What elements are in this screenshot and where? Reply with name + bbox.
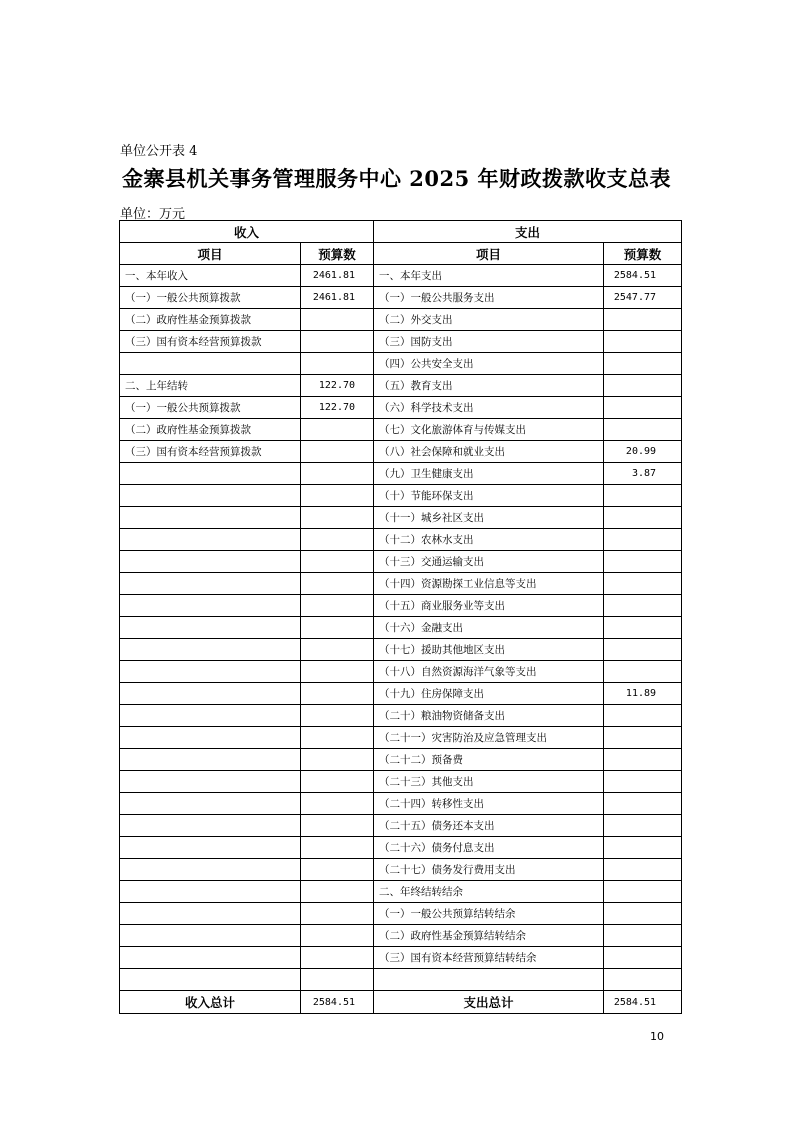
expense-amount-cell (604, 903, 682, 925)
table-row (120, 375, 682, 397)
income-amount-cell (301, 617, 374, 639)
income-item-cell (120, 837, 301, 859)
expense-item-cell: （十一）城乡社区支出 (374, 507, 604, 529)
expense-item-cell: （五）教育支出 (374, 375, 604, 397)
income-item-cell (120, 463, 301, 485)
income-amount-cell (301, 419, 374, 441)
expense-amount-cell (604, 925, 682, 947)
expense-item-cell: （三）国有资本经营预算结转结余 (374, 947, 604, 969)
expense-amount-cell (604, 639, 682, 661)
table-row (120, 881, 682, 903)
income-item-cell (120, 925, 301, 947)
expense-amount-cell (604, 573, 682, 595)
expense-amount-cell (604, 815, 682, 837)
expense-item-cell: （十二）农林水支出 (374, 529, 604, 551)
expense-amount-cell (604, 705, 682, 727)
table-row (120, 397, 682, 419)
income-item-cell: （一）一般公共预算拨款 (120, 397, 301, 419)
table-row (120, 859, 682, 881)
expense-amount-cell (604, 969, 682, 991)
expense-total-label: 支出总计 (374, 991, 604, 1014)
expense-amount-cell (604, 397, 682, 419)
income-item-cell (120, 551, 301, 573)
expense-amount-cell (604, 727, 682, 749)
expense-item-cell: （四）公共安全支出 (374, 353, 604, 375)
table-row (120, 441, 682, 463)
expense-item-cell: （二十四）转移性支出 (374, 793, 604, 815)
income-total-label: 收入总计 (120, 991, 301, 1014)
page-title: 金寨县机关事务管理服务中心 2025 年财政拨款收支总表 (121, 166, 672, 191)
income-amount-cell (301, 441, 374, 463)
income-amount-cell (301, 793, 374, 815)
expense-item-cell: （二十二）预备费 (374, 749, 604, 771)
table-row (120, 661, 682, 683)
table-row (120, 947, 682, 969)
table-row (120, 617, 682, 639)
table-row (120, 705, 682, 727)
expense-item-cell: 一、本年支出 (374, 265, 604, 287)
expense-amount-cell (604, 947, 682, 969)
income-amount-cell (301, 573, 374, 595)
unit-label: 单位：万元 (120, 207, 186, 222)
expense-amount-cell (604, 551, 682, 573)
expense-item-cell: （一）一般公共预算结转结余 (374, 903, 604, 925)
expense-item-cell: （七）文化旅游体育与传媒支出 (374, 419, 604, 441)
table-row (120, 353, 682, 375)
income-amount-cell (301, 925, 374, 947)
table-row (120, 969, 682, 991)
table-row (120, 529, 682, 551)
income-amount-cell (301, 485, 374, 507)
income-section-header: 收入 (120, 221, 374, 243)
table-row (120, 485, 682, 507)
table-row (120, 551, 682, 573)
income-amount-cell (301, 661, 374, 683)
expense-amount-cell (604, 837, 682, 859)
expense-amount-cell: 3.87 (604, 463, 682, 485)
income-item-cell (120, 661, 301, 683)
income-amount-cell (301, 463, 374, 485)
expense-item-cell: （九）卫生健康支出 (374, 463, 604, 485)
income-item-cell: （三）国有资本经营预算拨款 (120, 441, 301, 463)
expense-amount-cell (604, 859, 682, 881)
income-item-cell (120, 969, 301, 991)
income-total-amount: 2584.51 (301, 991, 374, 1014)
income-item-cell (120, 793, 301, 815)
expense-item-cell: （十九）住房保障支出 (374, 683, 604, 705)
income-item-cell (120, 639, 301, 661)
expense-amount-cell (604, 309, 682, 331)
income-item-cell: 二、上年结转 (120, 375, 301, 397)
expense-item-cell: （二）政府性基金预算结转结余 (374, 925, 604, 947)
income-item-cell: （三）国有资本经营预算拨款 (120, 331, 301, 353)
income-amount-cell: 122.70 (301, 375, 374, 397)
expense-amount-cell (604, 771, 682, 793)
income-item-cell (120, 617, 301, 639)
expense-amount-cell (604, 419, 682, 441)
income-item-cell (120, 353, 301, 375)
expense-item-cell: （二十七）债务发行费用支出 (374, 859, 604, 881)
income-item-cell (120, 595, 301, 617)
table-row (120, 815, 682, 837)
table-row (120, 683, 682, 705)
income-amount-cell (301, 507, 374, 529)
income-amount-cell (301, 881, 374, 903)
income-item-cell (120, 859, 301, 881)
expense-item-cell: （十五）商业服务业等支出 (374, 595, 604, 617)
expense-item-cell: （十六）金融支出 (374, 617, 604, 639)
income-amount-cell (301, 969, 374, 991)
table-row (120, 639, 682, 661)
expense-item-cell: （十八）自然资源海洋气象等支出 (374, 661, 604, 683)
expense-amount-cell (604, 331, 682, 353)
column-header-row (120, 243, 682, 265)
income-amount-cell (301, 947, 374, 969)
expense-item-cell: （二十六）债务付息支出 (374, 837, 604, 859)
table-row (120, 573, 682, 595)
expense-item-cell: （二）外交支出 (374, 309, 604, 331)
income-amount-cell (301, 331, 374, 353)
expense-budget-column-header: 预算数 (604, 243, 682, 265)
table-row (120, 265, 682, 287)
income-amount-cell (301, 529, 374, 551)
income-item-cell (120, 947, 301, 969)
section-header-row (120, 221, 682, 243)
income-item-cell (120, 683, 301, 705)
expense-item-cell: （十）节能环保支出 (374, 485, 604, 507)
expense-item-cell: （八）社会保障和就业支出 (374, 441, 604, 463)
income-item-cell: 一、本年收入 (120, 265, 301, 287)
table-row (120, 309, 682, 331)
table-row (120, 749, 682, 771)
expense-item-cell (374, 969, 604, 991)
expense-item-cell: （十七）援助其他地区支出 (374, 639, 604, 661)
expense-item-cell: （三）国防支出 (374, 331, 604, 353)
table-row (120, 727, 682, 749)
expense-total-amount: 2584.51 (604, 991, 682, 1014)
income-item-cell (120, 485, 301, 507)
income-amount-cell (301, 705, 374, 727)
income-amount-cell: 2461.81 (301, 287, 374, 309)
income-item-cell (120, 903, 301, 925)
expense-amount-cell: 2584.51 (604, 265, 682, 287)
income-item-cell: （二）政府性基金预算拨款 (120, 309, 301, 331)
expense-amount-cell (604, 661, 682, 683)
expense-item-cell: （二十五）债务还本支出 (374, 815, 604, 837)
expense-amount-cell (604, 507, 682, 529)
income-amount-cell (301, 683, 374, 705)
expense-item-cell: （十三）交通运输支出 (374, 551, 604, 573)
income-item-cell (120, 749, 301, 771)
expense-section-header: 支出 (374, 221, 682, 243)
expense-amount-cell (604, 375, 682, 397)
total-row (120, 991, 682, 1014)
table-row (120, 837, 682, 859)
income-amount-cell (301, 595, 374, 617)
income-budget-column-header: 预算数 (301, 243, 374, 265)
expense-item-cell: （二十三）其他支出 (374, 771, 604, 793)
income-item-cell (120, 705, 301, 727)
expense-amount-cell: 20.99 (604, 441, 682, 463)
expense-item-cell: 二、年终结转结余 (374, 881, 604, 903)
expense-amount-cell (604, 529, 682, 551)
income-item-cell (120, 573, 301, 595)
income-item-cell (120, 507, 301, 529)
income-amount-cell (301, 859, 374, 881)
table-number-label: 单位公开表 4 (120, 144, 198, 159)
income-item-cell (120, 529, 301, 551)
expense-item-column-header: 项目 (374, 243, 604, 265)
expense-amount-cell: 2547.77 (604, 287, 682, 309)
table-row (120, 771, 682, 793)
expense-amount-cell (604, 793, 682, 815)
income-item-cell (120, 771, 301, 793)
page-number: 10 (650, 1030, 664, 1043)
table-row (120, 419, 682, 441)
expense-amount-cell (604, 881, 682, 903)
expense-item-cell: （二十）粮油物资储备支出 (374, 705, 604, 727)
income-amount-cell (301, 815, 374, 837)
budget-summary-table (119, 220, 682, 1014)
expense-item-cell: （一）一般公共服务支出 (374, 287, 604, 309)
income-amount-cell (301, 837, 374, 859)
expense-amount-cell (604, 617, 682, 639)
income-item-cell: （二）政府性基金预算拨款 (120, 419, 301, 441)
income-amount-cell (301, 551, 374, 573)
expense-amount-cell (604, 485, 682, 507)
income-item-cell (120, 727, 301, 749)
table-row (120, 331, 682, 353)
income-amount-cell: 2461.81 (301, 265, 374, 287)
income-item-column-header: 项目 (120, 243, 301, 265)
income-amount-cell (301, 903, 374, 925)
expense-amount-cell: 11.89 (604, 683, 682, 705)
income-amount-cell (301, 749, 374, 771)
expense-item-cell: （六）科学技术支出 (374, 397, 604, 419)
income-amount-cell: 122.70 (301, 397, 374, 419)
income-item-cell (120, 881, 301, 903)
income-item-cell (120, 815, 301, 837)
income-amount-cell (301, 309, 374, 331)
table-row (120, 595, 682, 617)
expense-amount-cell (604, 353, 682, 375)
table-row (120, 793, 682, 815)
income-item-cell: （一）一般公共预算拨款 (120, 287, 301, 309)
expense-item-cell: （二十一）灾害防治及应急管理支出 (374, 727, 604, 749)
expense-amount-cell (604, 749, 682, 771)
income-amount-cell (301, 727, 374, 749)
table-row (120, 463, 682, 485)
table-row (120, 507, 682, 529)
income-amount-cell (301, 353, 374, 375)
expense-item-cell: （十四）资源勘探工业信息等支出 (374, 573, 604, 595)
table-row (120, 903, 682, 925)
table-row (120, 925, 682, 947)
income-amount-cell (301, 639, 374, 661)
expense-amount-cell (604, 595, 682, 617)
table-row (120, 287, 682, 309)
income-amount-cell (301, 771, 374, 793)
